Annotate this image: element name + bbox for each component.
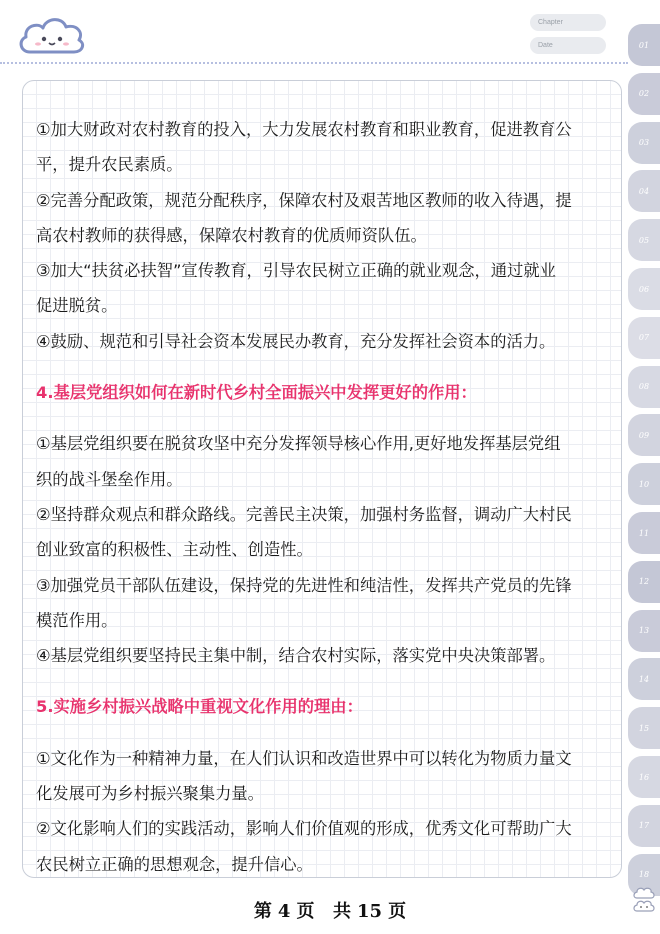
tab-03[interactable]: 03 [628,122,660,164]
text-line: 农民树立正确的思想观念，提升信心。 [36,854,313,874]
tab-02[interactable]: 02 [628,73,660,115]
text-line: 化发展可为乡村振兴聚集力量。 [36,784,264,804]
tab-10[interactable]: 10 [628,463,660,505]
text-line: 高农村教师的获得感，保障农村教育的优质师资队伍。 [36,225,427,245]
tab-01[interactable]: 01 [628,24,660,66]
tab-17[interactable]: 17 [628,805,660,847]
text-line: ①加大财政对农村教育的投入，大力发展农村教育和职业教育，促进教育公 [36,120,572,139]
section-heading-5: 5.实施乡村振兴战略中重视文化作用的理由： [36,697,363,717]
text-line: ①基层党组织要在脱贫攻坚中充分发挥领导核心作用,更好地发挥基层党组 [36,434,561,454]
text-line: 促进脱贫。 [36,296,118,316]
tab-13[interactable]: 13 [628,610,660,652]
text-line: ②文化影响人们的实践活动，影响人们价值观的形成，优秀文化可帮助广大 [36,819,572,839]
stacked-clouds-icon [632,884,656,924]
text-line: 平，提升农民素质。 [36,155,183,175]
tab-06[interactable]: 06 [628,268,660,310]
chapter-field: Chapter [530,14,606,31]
text-line: ③加大“扶贫必扶智”宣传教育，引导农民树立正确的就业观念，通过就业 [36,261,556,281]
tab-16[interactable]: 16 [628,756,660,798]
page-number: 4 [277,901,291,922]
tab-11[interactable]: 11 [628,512,660,554]
tab-12[interactable]: 12 [628,561,660,603]
date-field: Date [530,37,606,54]
total-word: 页 [388,901,407,922]
chapter-tabs [628,0,660,934]
tab-05[interactable]: 05 [628,219,660,261]
page-prefix: 第 [253,901,272,922]
text-line: ③加强党员干部队伍建设，保持党的先进性和纯洁性，发挥共产党员的先锋 [36,575,572,595]
cloud-face-icon [16,12,88,56]
tab-08[interactable]: 08 [628,366,660,408]
tab-07[interactable]: 07 [628,317,660,359]
text-line: 模范作用。 [36,610,118,630]
text-line: ②完善分配政策，规范分配秩序，保障农村及艰苦地区教师的收入待遇，提 [36,190,572,210]
text-line: 创业致富的积极性、主动性、创造性。 [36,540,313,560]
page-word: 页 [296,901,315,922]
tab-15[interactable]: 15 [628,707,660,749]
text-line: ④鼓励、规范和引导社会资本发展民办教育，充分发挥社会资本的活力。 [36,331,556,351]
text-line: ②坚持群众观点和群众路线。完善民主决策，加强村务监督，调动广大村民 [36,504,572,524]
total-prefix: 共 [333,901,351,922]
text-line: ④基层党组织要坚持民主集中制，结合农村实际，落实党中央决策部署。 [36,646,556,666]
section-heading-4: 4.基层党组织如何在新时代乡村全面振兴中发挥更好的作用： [36,383,477,403]
tab-14[interactable]: 14 [628,658,660,700]
text-line: 织的战斗堡垒作用。 [36,469,183,489]
tab-18[interactable]: 18 [628,854,660,896]
tab-09[interactable]: 09 [628,414,660,456]
total-pages: 15 [357,901,383,922]
page-footer [0,897,660,923]
header-dotted-rule [0,62,628,64]
page-content [36,112,624,882]
tab-04[interactable]: 04 [628,170,660,212]
text-line: ①文化作为一种精神力量，在人们认识和改造世界中可以转化为物质力量文 [36,748,572,768]
